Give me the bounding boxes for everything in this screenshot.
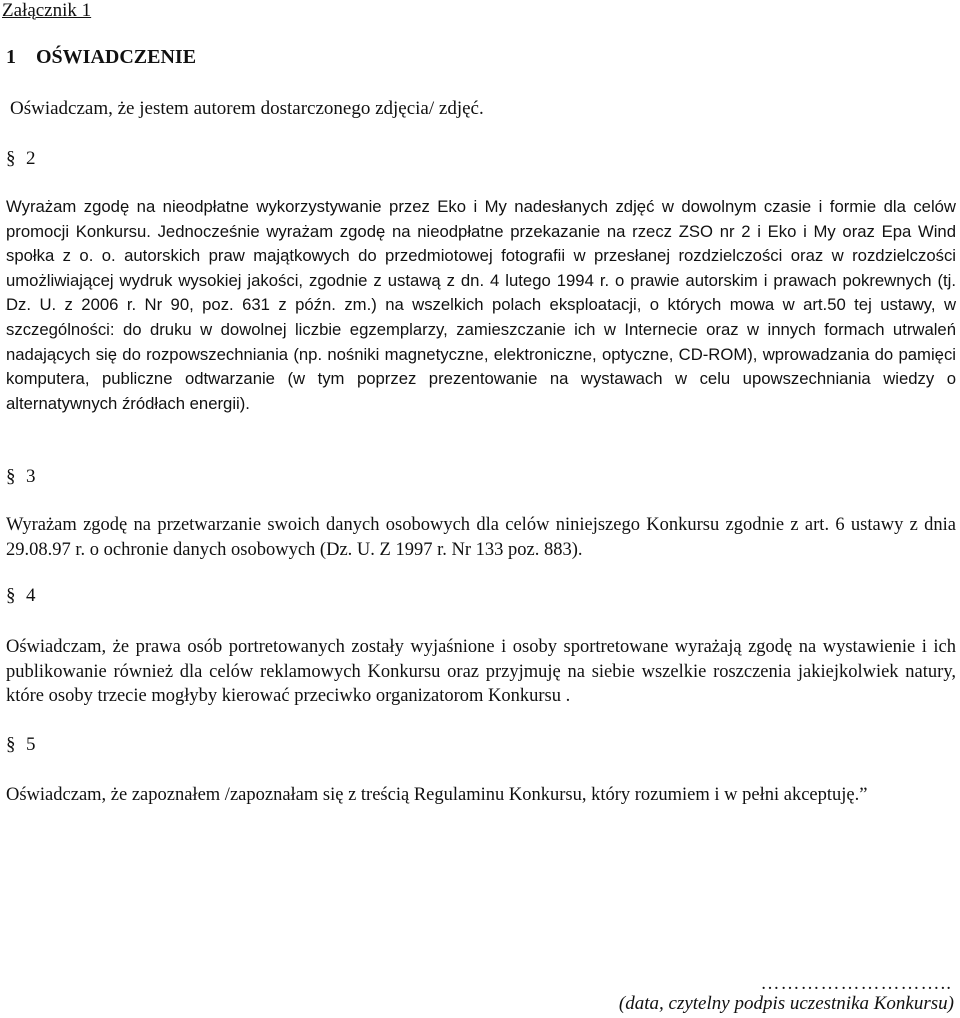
paragraph-mark-icon: § [6,585,16,606]
section-4-number: 4 [26,585,36,606]
section-4-heading [6,585,36,607]
signature-line: ……………………….. [760,973,952,994]
section-2-number: 2 [26,148,36,169]
section-3-number: 3 [26,466,36,487]
section-1-number: 1 [6,46,16,68]
section-5-heading [6,734,36,756]
paragraph-mark-icon: § [6,148,16,169]
section-2-text: Wyrażam zgodę na nieodpłatne wykorzystywanie przez Eko i My nadesłanych zdjęć w dowolnym czasie i formie dla celów promocji Konkursu. Jednocześnie wyrażam zgodę na nieodpłatne przekazanie na rzecz ZSO nr 2 i Eko i My oraz Epa Wind społka z o. o. autorskich praw majątkowych do przedmiotowej fotografii w przesłanej rozdzielczości oraz w rozdzielczości umożliwiającej wydruk wysokiej jakości, zgodnie z ustawą z dn. 4 lutego 1994 r. o prawie autorskim i prawach pokrewnych (tj. Dz. U. z 2006 r. Nr 90, poz. 631 z późn. zm.) na wszelkich polach eksploatacji, o których mowa w art.50 tej ustawy, w szczególności: do druku w dowolnej liczbie egzemplarzy, zamieszczanie ich w Internecie oraz w innych formach utrwaleń nadających się do rozpowszechniania (np. nośniki magnetyczne, elektroniczne, optyczne, CD-ROM), wprowadzania do pamięci komputera, publiczne odtwarzanie (w tym poprzez prezentowanie na wystawach w celu upowszechniania wiedzy o alternatywnych źródłach energii). [6,197,956,413]
signature-caption: (data, czytelny podpis uczestnika Konkursu) [618,993,954,1014]
section-2-heading [6,148,36,170]
section-1-heading [6,46,196,69]
section-3-text: Wyrażam zgodę na przetwarzanie swoich danych osobowych dla celów niniejszego Konkursu zgodnie z art. 6 ustawy z dnia 29.08.97 r. o ochronie danych osobowych (Dz. U. Z 1997 r. Nr 133 poz. 883). [6,515,956,560]
paragraph-mark-icon: § [6,734,16,755]
annex-title: Załącznik 1 [2,0,92,21]
section-5-text: Oświadczam, że zapoznałem /zapoznałam się z treścią Regulaminu Konkursu, który rozumiem i w pełni akceptuję.” [6,785,868,805]
paragraph-mark-icon: § [6,466,16,487]
section-4-text: Oświadczam, że prawa osób portretowanych zostały wyjaśnione i osoby sportretowane wyrażają zgodę na wystawienie i ich publikowanie również dla celów reklamowych Konkursu oraz przyjmuję na siebie wszelkie roszczenia jakiejkolwiek natury, które osoby trzecie mogłyby kierować przeciwko organizatorom Konkursu . [6,637,956,707]
section-1-statement: Oświadczam, że jestem autorem dostarczonego zdjęcia/ zdjęć. [10,98,484,119]
section-3-heading [6,466,36,488]
section-5-number: 5 [26,734,36,755]
section-1-title: OŚWIADCZENIE [36,46,197,68]
